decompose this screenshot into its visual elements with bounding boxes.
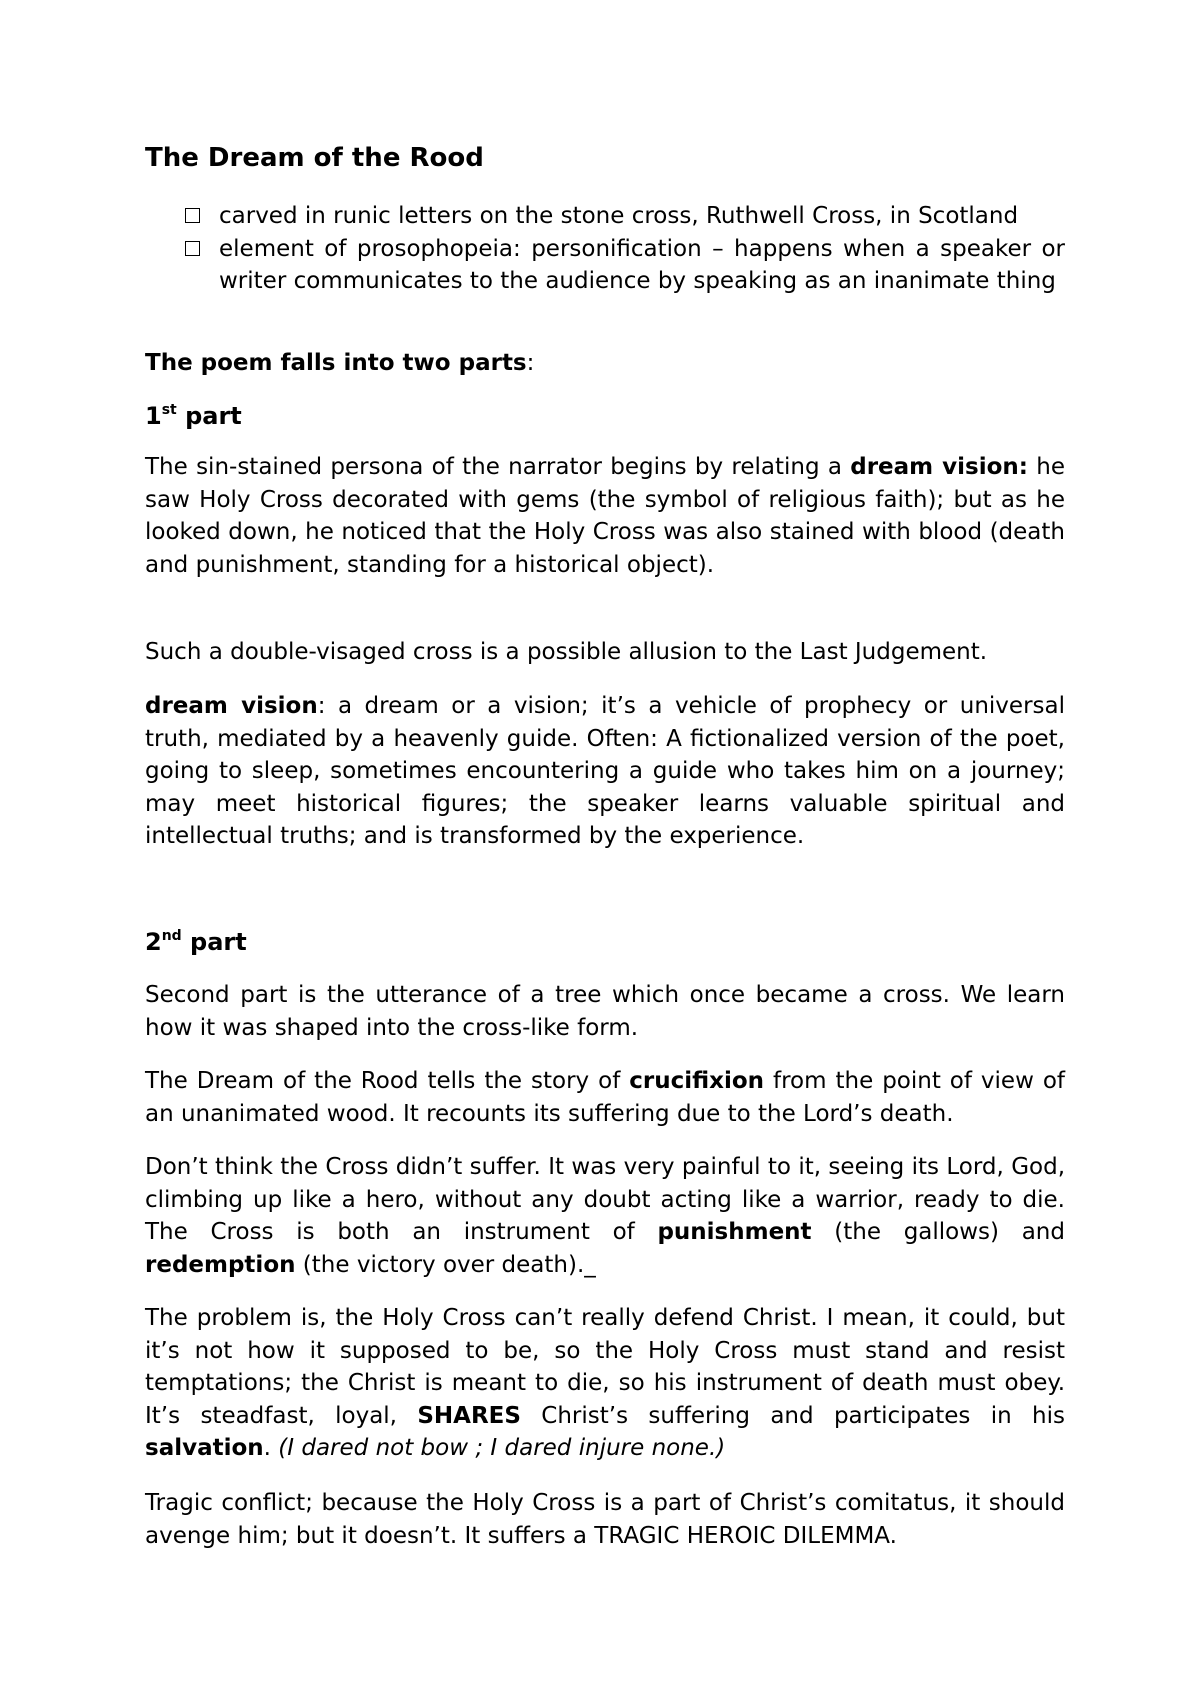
paragraph bbox=[145, 1065, 1065, 1130]
paragraph: Such a double-visaged cross is a possible allusion to the Last Judgement. bbox=[145, 639, 988, 665]
text-run: from the point of view of an unanimated wood. It recounts its suffering due to the Lord’s death. bbox=[145, 1068, 1065, 1127]
page-title: The Dream of the Rood bbox=[145, 143, 484, 173]
intro-colon: : bbox=[526, 350, 535, 376]
text-run: (the victory over death)._ bbox=[295, 1251, 596, 1278]
bold-term: crucifixion bbox=[629, 1068, 765, 1094]
text-run: Christ’s suffering and participates in his bbox=[520, 1402, 1065, 1429]
text-run: he saw Holy Cross decorated with gems (the symbol of religious faith); but as he looked down, he noticed that the Holy Cross was also stained with blood (death and punishment, standing for a historical object). bbox=[145, 454, 1065, 578]
bullet-list bbox=[185, 200, 1065, 298]
text-run: (the gallows) and bbox=[811, 1219, 1065, 1245]
text-run: The sin-stained persona of the narrator begins by relating a bbox=[145, 454, 851, 480]
paragraph bbox=[145, 1302, 1065, 1465]
intro-line bbox=[145, 347, 1065, 380]
heading-number: 2 bbox=[145, 928, 162, 956]
paragraph bbox=[145, 690, 1065, 853]
text-run: The problem is, the Holy Cross can’t really defend Christ. I mean, it could, but it’s not how it supposed to be, so the Holy Cross must stand and resist temptations; the Christ is meant to die, so his instrument of death must obey. It’s steadfast, loyal, bbox=[145, 1305, 1065, 1429]
checkbox-bullet-icon bbox=[185, 208, 200, 223]
bullet-text: carved in runic letters on the stone cross, Ruthwell Cross, in Scotland bbox=[219, 203, 1019, 229]
bold-term: salvation bbox=[145, 1435, 264, 1461]
text-run: : a dream or a vision; it’s a vehicle of prophecy or universal truth, mediated by a heavenly guide. Often: A fictionalized version of the poet, going to sleep, sometimes encountering a guide who takes him on a journey; may meet historical figures; the speaker learns valuable spiritual and intellectual truths; and is transformed by the experience. bbox=[145, 693, 1065, 849]
paragraph bbox=[145, 451, 1065, 581]
heading-superscript: nd bbox=[161, 928, 182, 944]
bullet-text: element of prosophopeia: personification – happens when a speaker or writer communicates to the audience by speaking as an inanimate thing bbox=[219, 235, 1065, 294]
intro-bold: The poem falls into two parts bbox=[145, 350, 527, 376]
italic-quote: (I dared not bow ; I dared injure none.) bbox=[278, 1435, 726, 1461]
heading-superscript: st bbox=[161, 402, 177, 418]
paragraph bbox=[145, 1151, 1065, 1281]
bold-term: SHARES bbox=[417, 1402, 521, 1429]
text-run: Don’t think the Cross didn’t suffer. It was very painful to it, seeing its Lord, God, climbing up like a hero, without any doubt acting like a warrior, ready to die. The Cross is both an instrument of bbox=[145, 1154, 1065, 1245]
section-heading-part-2 bbox=[145, 926, 1065, 959]
checkbox-bullet-icon bbox=[185, 241, 200, 256]
bold-term: punishment bbox=[657, 1219, 812, 1245]
heading-label: part bbox=[181, 928, 247, 956]
bold-term: redemption bbox=[145, 1251, 296, 1278]
bold-term: dream vision: bbox=[850, 454, 1028, 480]
section-heading-part-1 bbox=[145, 400, 1065, 433]
heading-label: part bbox=[176, 402, 242, 430]
heading-number: 1 bbox=[145, 402, 162, 430]
text-run: . bbox=[263, 1435, 279, 1461]
paragraph: Tragic conflict; because the Holy Cross is a part of Christ’s comitatus, it should avenge him; but it doesn’t. It suffers a TRAGIC HEROIC DILEMMA. bbox=[145, 1490, 1065, 1549]
paragraph: Second part is the utterance of a tree which once became a cross. We learn how it was shaped into the cross-like form. bbox=[145, 982, 1065, 1041]
list-item bbox=[185, 233, 1065, 298]
list-item bbox=[185, 200, 1065, 233]
text-run: The Dream of the Rood tells the story of bbox=[145, 1068, 630, 1094]
bold-term: dream vision bbox=[145, 693, 318, 719]
